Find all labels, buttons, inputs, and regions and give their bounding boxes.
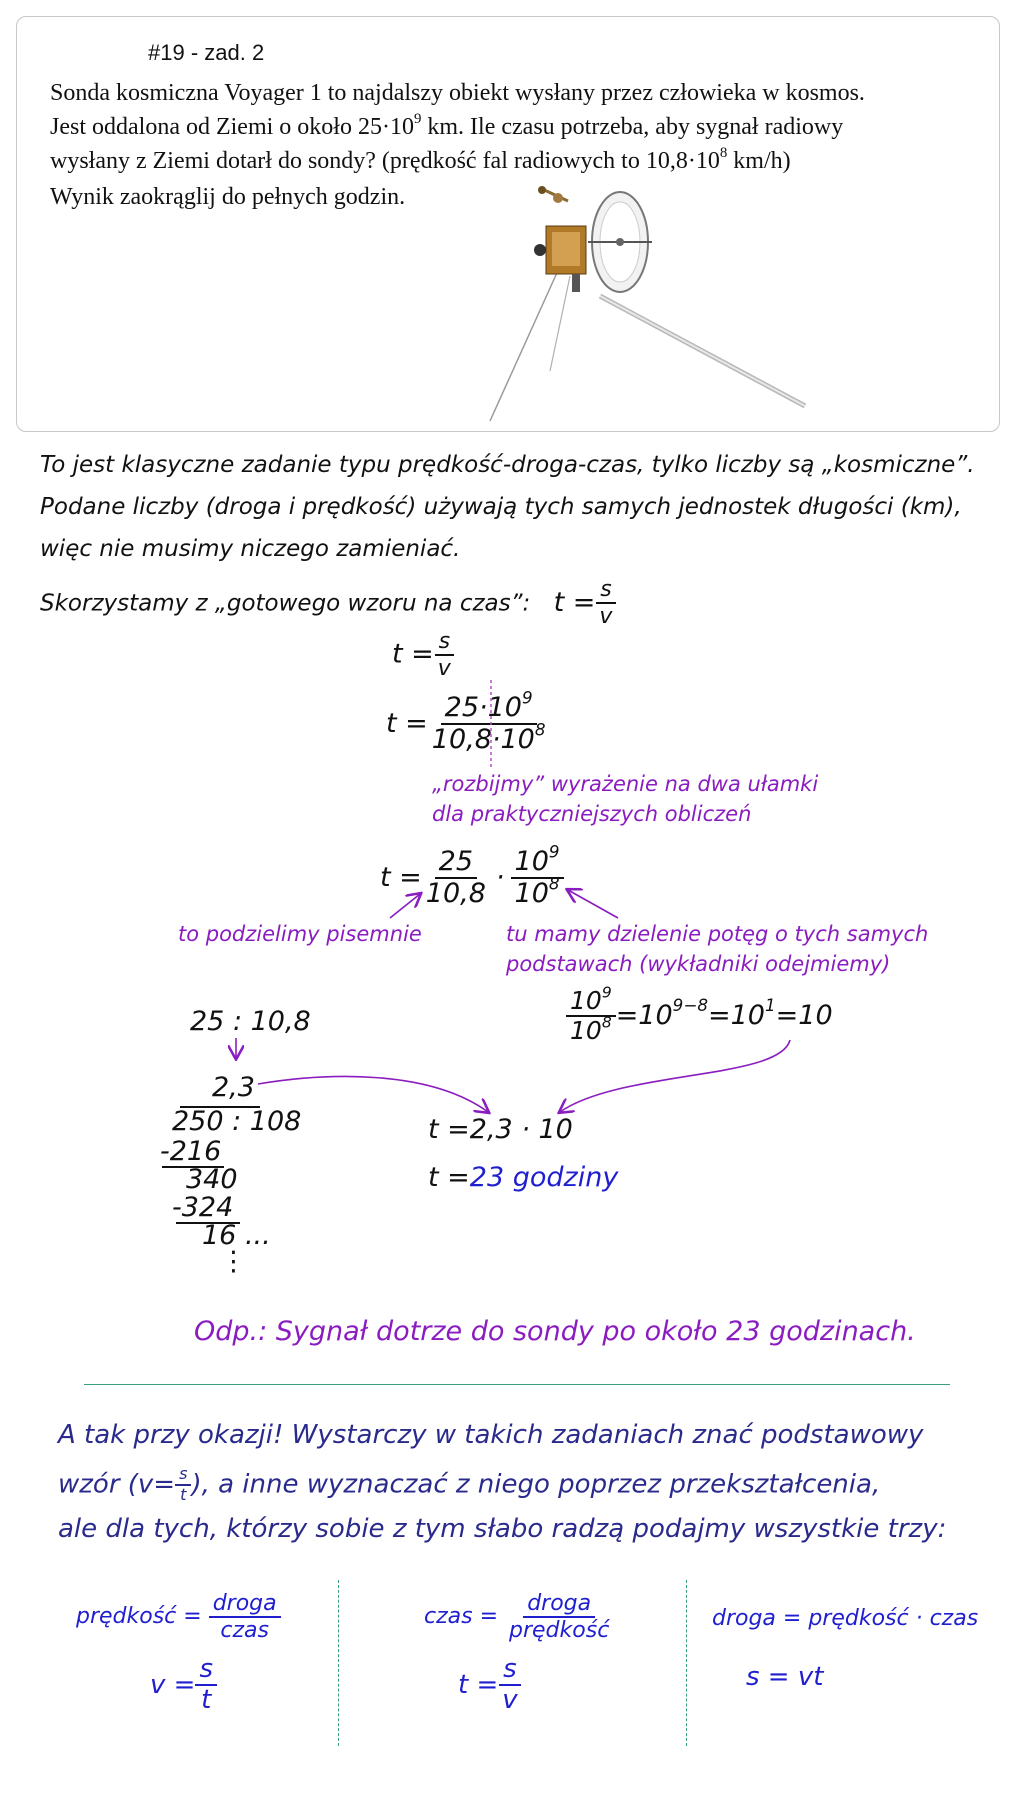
intro-line-4: Skorzystamy z „gotowego wzoru na czas”: t = $\frac{s}{v}$ (40, 578, 616, 628)
intro-line-2: Podane liczby (droga i prędkość) używają tych samych jednostek długości (km), (40, 494, 962, 520)
powers-equation: $\frac{10^9}{10^8}$ $=10^{9-8}=10^1=10$ (566, 988, 833, 1045)
distance-short-formula: s = vt (746, 1662, 824, 1692)
division-line-1: 250 : 108 (172, 1106, 302, 1137)
arrow-power-to-result (560, 1040, 790, 1112)
note-powers-line-2: podstawach (wykładniki odejmiemy) (506, 952, 891, 976)
note-powers-line-1: tu mamy dzielenie potęg o tych samych (506, 922, 929, 946)
intro-line-3: więc nie musimy niczego zamieniać. (40, 536, 461, 562)
extra-line-1: A tak przy okazji! Wystarczy w takich zadaniach znać podstawowy (58, 1420, 924, 1450)
problem-line-3: wysłany z Ziemi dotarł do sondy? (prędkość fal radiowych to $10,8\cdot 10^8$ km/h) (50, 144, 791, 174)
extra-line-3: ale dla tych, którzy sobie z tym słabo radzą podajmy wszystkie trzy: (58, 1514, 947, 1544)
division-line-4: -324 (172, 1192, 234, 1223)
equation-2: t = $\frac{25\cdot 10^9}{10,8\cdot 10^8}$ (386, 687, 546, 756)
column-divider-1 (338, 1580, 339, 1746)
division-line-3: 340 (186, 1164, 238, 1195)
time-formula: t = $\frac{s}{v}$ (554, 587, 617, 618)
time-formula-full: czas = $\frac{\text{droga}}{\text{prędkość}}$ (424, 1591, 610, 1644)
equation-1: t = $\frac{s}{v}$ (392, 630, 455, 680)
division-continues: ⋮ (220, 1246, 247, 1277)
arrow-to-fraction (390, 894, 420, 918)
division-line-5: 16 ... (202, 1220, 271, 1251)
extra-line-2: wzór (v= $\frac{s}{t}$ ), a inne wyznaczać z niego poprzez przekształcenia, (58, 1464, 881, 1504)
note-split-line-1: „rozbijmy” wyrażenie na dwa ułamki (432, 772, 819, 796)
result-line-2: t =23 godziny (428, 1162, 619, 1193)
note-divide: to podzielimy pisemnie (178, 922, 422, 946)
time-short-formula: t = $\frac{s}{v}$ (458, 1656, 522, 1715)
note-split-line-2: dla praktyczniejszych obliczeń (432, 802, 752, 826)
column-divider-2 (686, 1580, 687, 1746)
equation-3: t = $\frac{25}{10,8}$ · $\frac{10^9}{10^8}$ (380, 848, 564, 909)
problem-line-2: Jest oddalona od Ziemi o około $25\cdot 10^9$ km. Ile czasu potrzeba, aby sygnał radiowy (50, 110, 844, 140)
division-line-2: -216 (160, 1136, 222, 1167)
distance-formula: droga = prędkość · czas (712, 1606, 979, 1631)
intro-line-1: To jest klasyczne zadanie typu prędkość-droga-czas, tylko liczby są „kosmiczne”. (40, 452, 975, 478)
problem-number: #19 - zad. 2 (148, 40, 265, 65)
division-quotient: 2,3 (212, 1072, 255, 1103)
division-header: 25 : 10,8 (190, 1006, 311, 1037)
speed-short-formula: v = $\frac{s}{t}$ (150, 1656, 217, 1715)
arrow-quotient-to-result (258, 1077, 488, 1112)
answer: Odp.: Sygnał dotrze do sondy po około 23 godzinach. (194, 1316, 916, 1347)
arrow-to-powers (568, 890, 618, 918)
problem-line-4: Wynik zaokrąglij do pełnych godzin. (50, 184, 406, 210)
result-line-1: t =2,3 · 10 (428, 1114, 573, 1145)
speed-formula: prędkość = $\frac{\text{droga}}{\text{czas}}$ (76, 1592, 281, 1642)
problem-line-1: Sonda kosmiczna Voyager 1 to najdalszy obiekt wysłany przez człowieka w kosmos. (50, 80, 865, 106)
section-separator (84, 1384, 950, 1385)
